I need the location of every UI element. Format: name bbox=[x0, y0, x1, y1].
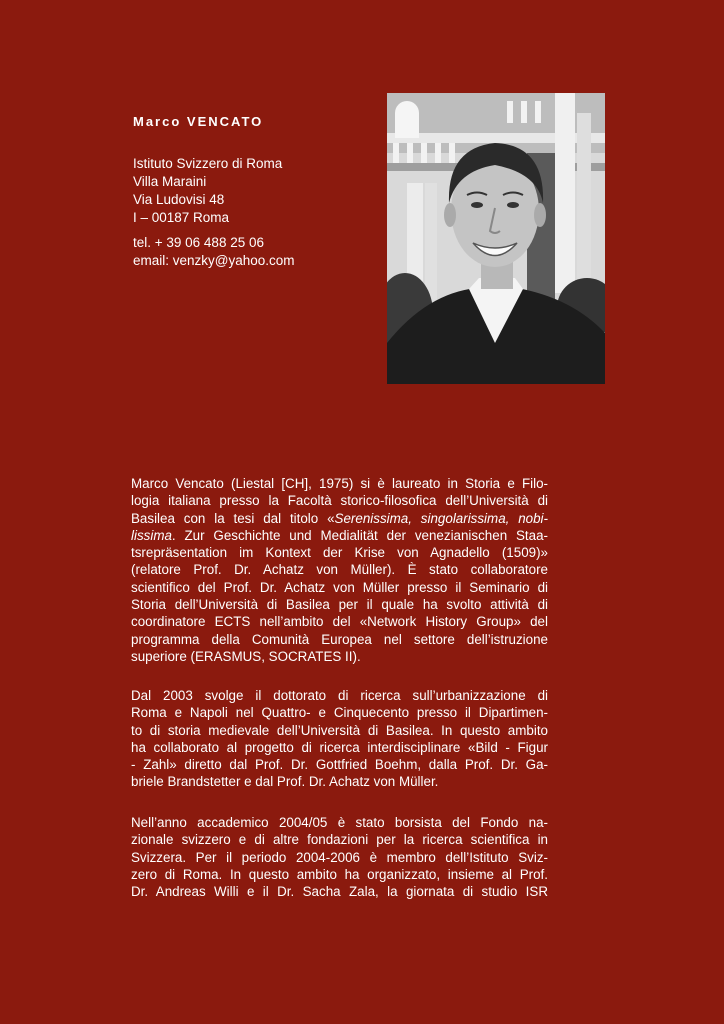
bio-line: programma della Comunità Europea nel settore dell’istruzione bbox=[131, 631, 548, 647]
bio-line: coordinatore ECTS nell’ambito del «Network History Group» del bbox=[131, 614, 548, 630]
bio-line: Svizzera. Per il periodo 2004-2006 è membro dell’Istituto Sviz- bbox=[131, 849, 548, 865]
bio-line: zero di Roma. In questo ambito ha organizzato, insieme al Prof. bbox=[131, 866, 548, 882]
bio-line: to di storia medievale dell’Università di Basilea. In questo ambito bbox=[131, 722, 548, 738]
bio-line bbox=[131, 527, 548, 544]
bio-line: logia italiana presso la Facoltà storico-filosofica dell’Università di bbox=[131, 493, 548, 509]
address-line: Via Ludovisi 48 bbox=[133, 192, 225, 207]
bio-text: . Zur Geschichte und Medialität der venezianischen Staa- bbox=[171, 527, 548, 543]
bio-line: ha collaborato al progetto di ricerca interdisciplinare «Bild - Figur bbox=[131, 739, 548, 755]
bio-paragraph-2 bbox=[131, 687, 548, 791]
thesis-title: lissima bbox=[131, 527, 172, 543]
bio-line: Roma e Napoli nel Quattro- e Cinquecento presso il Dipartimen- bbox=[131, 705, 548, 721]
author-last-name: VENCATO bbox=[186, 114, 264, 129]
address-line: I – 00187 Roma bbox=[133, 210, 230, 225]
bio-line: Dal 2003 svolge il dottorato di ricerca sull’urbanizzazione di bbox=[131, 688, 548, 703]
bio-line: Marco Vencato (Liestal [CH], 1975) si è laureato in Storia e Filo- bbox=[131, 476, 548, 491]
author-name bbox=[133, 114, 263, 129]
bio-paragraph-3 bbox=[131, 814, 548, 900]
thesis-title: Serenissima, singolarissima, nobi- bbox=[334, 510, 548, 526]
bio-line: (relatore Prof. Dr. Achatz von Müller). È stato collaboratore bbox=[131, 562, 548, 578]
author-first-name: Marco bbox=[133, 114, 182, 129]
bio-line: superiore (ERASMUS, SOCRATES II). bbox=[131, 648, 361, 664]
email-line: email: venzky@yahoo.com bbox=[133, 253, 295, 268]
bio-line: scientifico del Prof. Dr. Achatz von Müller presso il Seminario di bbox=[131, 579, 548, 595]
bio-text: Basilea con la tesi dal titolo « bbox=[131, 510, 335, 526]
portrait-photo bbox=[387, 93, 605, 384]
bio-line: Storia dell’Università di Basilea per il quale ha svolto attività di bbox=[131, 597, 548, 613]
address-line: Istituto Svizzero di Roma bbox=[133, 156, 283, 171]
bio-line bbox=[131, 510, 548, 527]
contact-block bbox=[133, 234, 295, 270]
bio-line: briele Brandstetter e dal Prof. Dr. Achatz von Müller. bbox=[131, 774, 439, 790]
bio-line: zionale svizzero e di altre fondazioni per la ricerca scientifica in bbox=[131, 832, 548, 848]
bio-line: Dr. Andreas Willi e il Dr. Sacha Zala, la giornata di studio ISR bbox=[131, 884, 548, 900]
address-line: Villa Maraini bbox=[133, 174, 207, 189]
phone-line: tel. + 39 06 488 25 06 bbox=[133, 235, 264, 250]
bio-line: - Zahl» diretto dal Prof. Dr. Gottfried Boehm, dalla Prof. Dr. Ga- bbox=[131, 757, 548, 773]
bio-paragraph-1 bbox=[131, 475, 548, 665]
address-block bbox=[133, 155, 282, 227]
portrait-illustration bbox=[387, 93, 605, 384]
bio-line: tsrepräsentation im Kontext der Krise von Agnadello (1509)» bbox=[131, 545, 548, 561]
bio-line: Nell’anno accademico 2004/05 è stato borsista del Fondo na- bbox=[131, 815, 548, 830]
